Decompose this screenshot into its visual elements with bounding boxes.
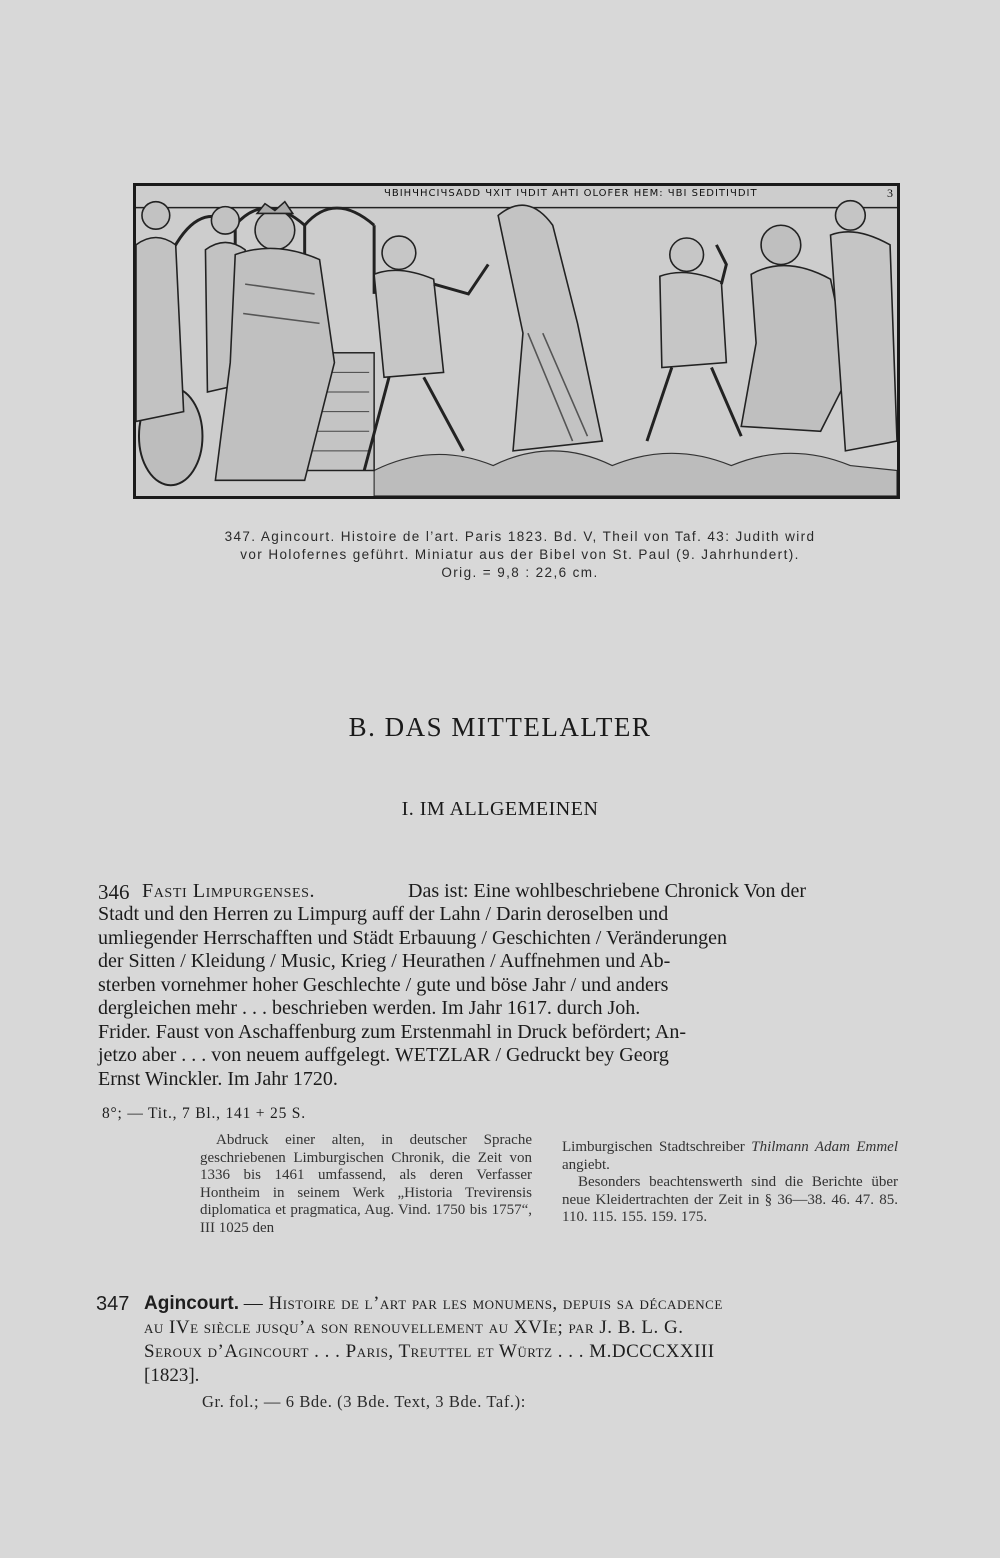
miniature-illustration: [133, 183, 900, 499]
section-title: B. DAS MITTELALTER: [348, 712, 652, 742]
entry-title-line: au IVe siècle jusqu’a son renouvellement au XVIe; par J. B. L. G.: [144, 1317, 684, 1338]
entry-note-left-column: [200, 1132, 532, 1237]
figure-caption: [140, 528, 900, 582]
entry-title-line: Frider. Faust von Aschaffenburg zum Erstenmahl in Druck befördert; An-: [98, 1021, 687, 1043]
entry-title-line: umliegender Herrschafften und Städt Erbauung / Geschichten / Veränderungen: [98, 927, 728, 949]
caption-line: 347. Agincourt. Histoire de l’art. Paris 1823. Bd. V, Theil von Taf. 43: Judith wird: [224, 529, 816, 544]
engraving-drawing: [136, 186, 897, 496]
note-paragraph: [562, 1139, 898, 1174]
entry-heading: Fasti Limpurgenses.: [142, 880, 316, 902]
entry-title-line: Seroux d’Agincourt . . . Paris, Treuttel et Würtz . . . M.DCCCXXIII: [144, 1341, 715, 1362]
caption-line: vor Holofernes geführt. Miniatur aus der Bibel von St. Paul (9. Jahrhundert).: [240, 547, 800, 562]
entry-title-line: [1823].: [144, 1365, 200, 1386]
entry-title-line: jetzo aber . . . von neuem auffgelegt. WETZLAR / Gedruckt bey Georg: [98, 1044, 669, 1066]
note-text: Limburgischen Stadtschreiber: [562, 1139, 745, 1155]
subsection-title: I. IM ALLGEMEINEN: [401, 798, 599, 820]
miniature-inscription: ЧBIHЧHCIЧSADD ЧXIT IЧDIT AHTI OLOFER HEM: ЧBI SEDITIЧDIT: [384, 188, 758, 199]
entry-title-line: [144, 1293, 723, 1315]
miniature-corner-number: 3: [887, 186, 893, 200]
entry-title-line: der Sitten / Kleidung / Music, Krieg / Heurathen / Auffnehmen und Ab-: [98, 950, 671, 972]
entry-title-line: Das ist: Eine wohlbeschriebene Chronick Von der: [408, 880, 807, 902]
entry-number: 346: [98, 880, 130, 904]
entry-note-right-column: [562, 1139, 898, 1227]
entry-title-text: — Histoire de l’art par les monumens, depuis sa décadence: [243, 1293, 723, 1314]
entry-collation: Gr. fol.; — 6 Bde. (3 Bde. Text, 3 Bde. Taf.):: [202, 1392, 526, 1411]
entry-title-line: dergleichen mehr . . . beschrieben werden. Im Jahr 1617. durch Joh.: [98, 997, 641, 1019]
entry-author: Agincourt.: [144, 1293, 239, 1314]
author-name: Thilmann Adam Emmel: [751, 1139, 898, 1155]
note-paragraph: Besonders beachtenswerth sind die Berichte über neue Kleidertrachten der Zeit in § 36—38. 46. 47. 85. 110. 115. 155. 159. 175.: [562, 1174, 898, 1225]
entry-collation: 8°; — Tit., 7 Bl., 141 + 25 S.: [102, 1105, 306, 1122]
entry-number: 347: [96, 1293, 130, 1315]
caption-line: Orig. = 9,8 : 22,6 cm.: [441, 565, 599, 580]
entry-title-line: sterben vornehmer hoher Geschlechte / gute und böse Jahr / und anders: [98, 974, 669, 996]
entry-title-line: Ernst Winckler. Im Jahr 1720.: [98, 1068, 338, 1090]
note-paragraph: Abdruck einer alten, in deutscher Sprache geschriebenen Limburgischen Chronik, die Zeit von 1336 bis 1461 umfassend, als deren Verfasser Hontheim in seinem Werk „Historia Trevirensis diplomatica et pragmatica, Aug. Vind. 1750 bis 1757“, III 1025 den: [200, 1132, 532, 1236]
entry-title-line: Stadt und den Herren zu Limpurg auff der Lahn / Darin deroselben und: [98, 903, 669, 925]
note-text: angiebt.: [562, 1156, 610, 1173]
